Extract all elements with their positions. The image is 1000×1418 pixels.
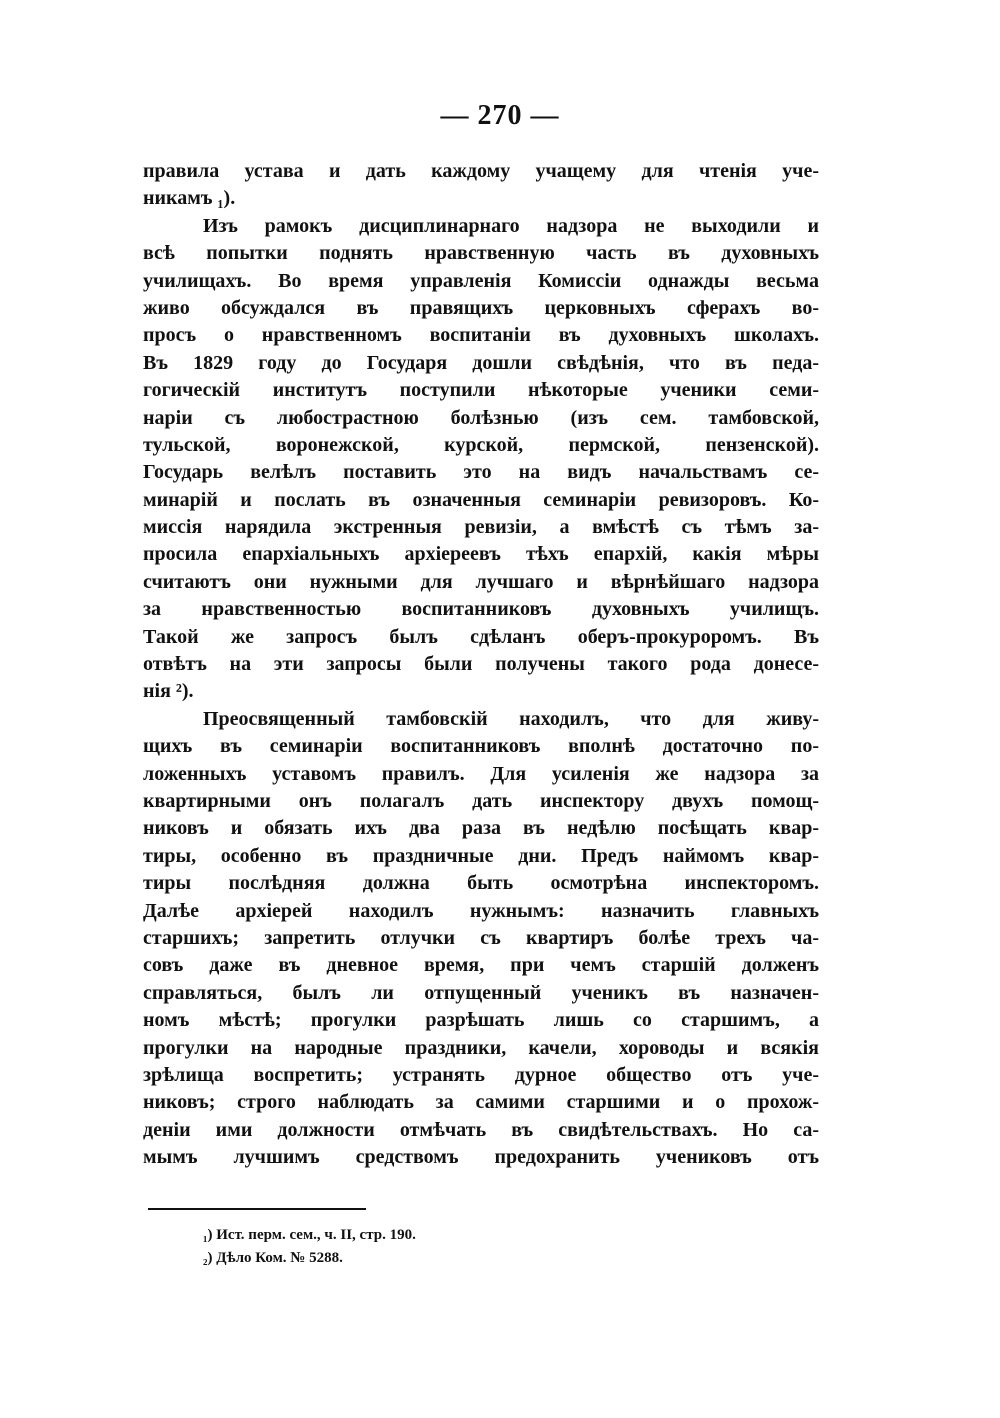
text-line: деніи ими должности отмѣчать въ свидѣтельствахъ. Но са-	[143, 1118, 819, 1141]
footnote: ₂) Дѣло Ком. № 5288.	[203, 1250, 343, 1266]
text-line: справляться, былъ ли отпущенный ученикъ въ назначен-	[143, 981, 819, 1004]
text-line: всѣ попытки поднять нравственную часть въ духовныхъ	[143, 242, 819, 265]
text-line: старшихъ; запретить отлучки съ квартиръ болѣе трехъ ча-	[143, 926, 819, 949]
footnote-divider	[148, 1208, 366, 1210]
text-line: Изъ рамокъ дисциплинарнаго надзора не выходили и	[203, 214, 819, 237]
text-line: считаютъ они нужными для лучшаго и вѣрнѣйшаго надзора	[143, 570, 819, 593]
page-number: — 270 —	[440, 100, 560, 131]
text-line: никовъ; строго наблюдать за самими старшими и о прохож-	[143, 1091, 819, 1114]
text-line: нія ²).	[143, 680, 194, 703]
text-line: никамъ ₁).	[143, 187, 236, 210]
text-line: миссія нарядила экстренныя ревизіи, а вмѣстѣ съ тѣмъ за-	[143, 516, 819, 539]
text-line: квартирными онъ полагалъ дать инспектору двухъ помощ-	[143, 789, 819, 812]
text-line: тиры послѣдняя должна быть осмотрѣна инспекторомъ.	[143, 872, 819, 895]
text-line: зрѣлища воспретить; устранять дурное общество отъ уче-	[143, 1063, 819, 1086]
text-line: мымъ лучшимъ средствомъ предохранить учениковъ отъ	[143, 1146, 819, 1169]
text-line: наріи съ любострастною болѣзнью (изъ сем. тамбовской,	[143, 406, 819, 429]
text-line: Далѣе архіерей находилъ нужнымъ: назначить главныхъ	[143, 899, 819, 922]
text-line: отвѣтъ на эти запросы были получены такого рода донесе-	[143, 653, 819, 676]
text-line: просъ о нравственномъ воспитаніи въ духовныхъ школахъ.	[143, 324, 819, 347]
text-line: тиры, особенно въ праздничные дни. Предъ наймомъ квар-	[143, 844, 819, 867]
text-line: Преосвященный тамбовскій находилъ, что для живу-	[203, 707, 819, 730]
text-line: Такой же запросъ былъ сдѣланъ оберъ-прокуроромъ. Въ	[143, 625, 819, 648]
text-line: тульской, воронежской, курской, пермской, пензенской).	[143, 433, 819, 456]
text-line: Въ 1829 году до Государя дошли свѣдѣнія, что въ педа-	[143, 351, 819, 374]
footnote: ₁) Ист. перм. сем., ч. II, стр. 190.	[203, 1227, 416, 1243]
text-line: живо обсуждался въ правящихъ церковныхъ сферахъ во-	[143, 296, 819, 319]
text-line: училищахъ. Во время управленія Комиссіи однажды весьма	[143, 269, 819, 292]
text-line: минарій и послать въ означенныя семинаріи ревизоровъ. Ко-	[143, 488, 819, 511]
body-text	[143, 158, 819, 1171]
footnotes	[203, 1224, 416, 1270]
text-line: щихъ въ семинаріи воспитанниковъ вполнѣ достаточно по-	[143, 735, 819, 758]
text-line: номъ мѣстѣ; прогулки разрѣшать лишь со старшимъ, а	[143, 1009, 819, 1032]
text-line: ложенныхъ уставомъ правилъ. Для усиленія же надзора за	[143, 762, 819, 785]
text-line: никовъ и обязать ихъ два раза въ недѣлю посѣщать квар-	[143, 817, 819, 840]
text-line: совъ даже въ дневное время, при чемъ старшій долженъ	[143, 954, 819, 977]
text-line: гогическій институтъ поступили нѣкоторые ученики семи-	[143, 379, 819, 402]
text-line: прогулки на народные праздники, качели, хороводы и всякія	[143, 1036, 819, 1059]
text-line: правила устава и дать каждому учащему для чтенія уче-	[143, 160, 819, 182]
text-line: просила епархіальныхъ архіереевъ тѣхъ епархій, какія мѣры	[143, 543, 819, 566]
text-line: за нравственностью воспитанниковъ духовныхъ училищъ.	[143, 598, 819, 621]
text-line: Государь велѣлъ поставить это на видъ начальствамъ се-	[143, 461, 819, 484]
